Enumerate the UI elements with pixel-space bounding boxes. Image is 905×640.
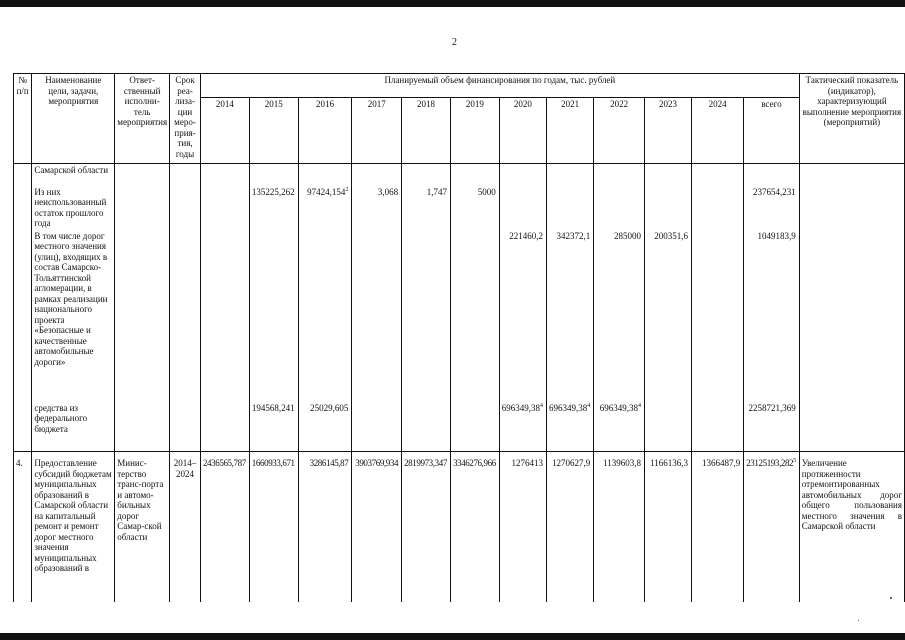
row-indicator: Увеличение протяженности отремонтированных автомобильных дорог общего пользования местного значения в Самарской области <box>799 452 904 602</box>
cell-value: 97424,154$^2$ <box>298 186 352 230</box>
table-row <box>14 230 905 402</box>
header-no: № п/п <box>14 74 32 164</box>
cell-total: 1049183,9 <box>744 230 800 402</box>
cell-value: 3,068 <box>352 186 402 230</box>
header-year-2022: 2022 <box>594 98 645 164</box>
row-responsible: Минис-терство транс-порта и автомо-бильных дорог Самар-ской области <box>115 452 170 602</box>
scan-border-top <box>0 0 905 7</box>
row-term: 2014–2024 <box>170 452 201 602</box>
cell-value: 1139603,8 <box>594 452 645 602</box>
scan-speck <box>858 620 859 621</box>
cell-value: 5000 <box>450 186 499 230</box>
header-year-2015: 2015 <box>249 98 298 164</box>
row-name: Самарской области <box>32 164 115 186</box>
cell-total: 23125193,282$^5$ <box>744 452 800 602</box>
header-year-2023: 2023 <box>645 98 692 164</box>
header-year-2014: 2014 <box>200 98 249 164</box>
cell-value: 342372,1 <box>547 230 594 402</box>
cell-value: 135225,262 <box>249 186 298 230</box>
cell-value: 285000 <box>594 230 645 402</box>
cell-value: 3286145,87 <box>298 452 352 602</box>
table-row <box>14 444 905 452</box>
cell-value: 3903769,934 <box>352 452 402 602</box>
cell-value: 1366487,9 <box>691 452 743 602</box>
cell-value: 3346276,966 <box>450 452 499 602</box>
row-name: Из них неиспользованный остаток прошлого года <box>32 186 115 230</box>
cell-total: 2258721,369 <box>744 402 800 444</box>
cell-value: 2819973,347 <box>402 452 451 602</box>
header-name: Наименование цели, задачи, мероприятия <box>32 74 115 164</box>
header-year-2021: 2021 <box>547 98 594 164</box>
cell-value: 200351,6 <box>645 230 692 402</box>
header-total: всего <box>744 98 800 164</box>
row-name: Предоставление субсидий бюджетам муниципальных образований в Самарской области на капитальный ремонт и ремонт дорог местного значения муниципальных образований в <box>32 452 115 602</box>
row-number: 4. <box>14 452 32 602</box>
funding-table <box>13 73 905 602</box>
cell-value: 1270627,9 <box>547 452 594 602</box>
page-number: 2 <box>452 37 457 48</box>
header-funding: Планируемый объем финансирования по годам, тыс. рублей <box>200 74 799 98</box>
scan-speck <box>890 597 892 599</box>
cell-value: 696349,38$^4$ <box>499 402 546 444</box>
cell-value: 1660933,671 <box>249 452 298 602</box>
header-term: Срок реа-лиза-ции меро-прия-тия, годы <box>170 74 201 164</box>
row-name: средства из федерального бюджета <box>32 402 115 444</box>
cell-value: 221460,2 <box>499 230 546 402</box>
table-row <box>14 402 905 444</box>
row-name: В том числе дорог местного значения (улиц), входящих в состав Самарско-Тольяттинской агломерации, в рамках реализации национального проекта «Безопасные и качественные автомобильные дороги» <box>32 230 115 402</box>
cell-value: 696349,38$^4$ <box>547 402 594 444</box>
cell-total: 237654,231 <box>744 186 800 230</box>
cell-value: 25029,605 <box>298 402 352 444</box>
cell-value: 2436565,787 <box>200 452 249 602</box>
header-indicator: Тактический показатель (индикатор), характеризующий выполнение мероприятия (мероприятий) <box>799 74 904 164</box>
header-responsible: Ответ-ственный исполни-тель мероприятия <box>115 74 170 164</box>
header-year-2024: 2024 <box>691 98 743 164</box>
cell-value: 194568,241 <box>249 402 298 444</box>
table-row <box>14 186 905 230</box>
header-year-2018: 2018 <box>402 98 451 164</box>
cell-value: 696349,38$^4$ <box>594 402 645 444</box>
cell-value: 1166136,3 <box>645 452 692 602</box>
header-year-2019: 2019 <box>450 98 499 164</box>
header-year-2017: 2017 <box>352 98 402 164</box>
cell-value: 1276413 <box>499 452 546 602</box>
table-row <box>14 164 905 186</box>
cell-value: 1,747 <box>402 186 451 230</box>
table-row <box>14 452 905 602</box>
header-year-2020: 2020 <box>499 98 546 164</box>
header-year-2016: 2016 <box>298 98 352 164</box>
scan-border-bottom <box>0 633 905 640</box>
